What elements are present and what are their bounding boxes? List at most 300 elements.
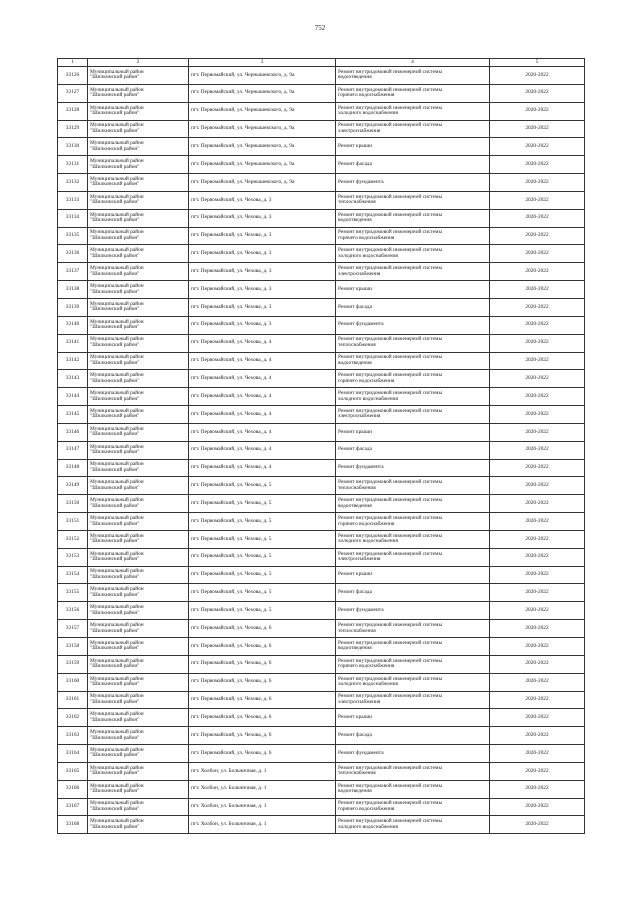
work-type-cell (336, 584, 490, 602)
municipality-cell (88, 334, 189, 352)
work-type-cell (336, 138, 490, 156)
municipality-cell (88, 84, 189, 102)
municipality-line: "Шилкинский район" (90, 92, 140, 99)
municipality-line: Муниципальный район (90, 425, 144, 432)
municipality-line: "Шилкинский район" (90, 235, 140, 242)
municipality-cell (88, 745, 189, 763)
work-type-cell (336, 727, 490, 745)
work-type-line: Ремонт фундамента (338, 178, 384, 185)
term-cell: 2020-2022 (490, 281, 585, 299)
municipality-cell (88, 245, 189, 263)
row-number: 33142 (58, 352, 88, 370)
work-type-cell (336, 709, 490, 727)
municipality-cell (88, 388, 189, 406)
municipality-line: Муниципальный район (90, 282, 144, 289)
work-type-line: Ремонт фасада (338, 731, 372, 738)
work-type-cell (336, 602, 490, 620)
term-cell: 2020-2022 (490, 530, 585, 548)
table-row (58, 84, 585, 102)
work-type-cell (336, 174, 490, 192)
work-type-line: электроснабжения (338, 413, 381, 420)
table-row (58, 370, 585, 388)
work-type-cell (336, 370, 490, 388)
address-cell: пгт. Первомайский, ул. Чернышевского, д. 9а (189, 102, 336, 120)
row-number: 33145 (58, 406, 88, 424)
municipality-line: Муниципальный район (90, 621, 144, 628)
work-type-line: Ремонт внутридомовой инженерной системы (338, 675, 443, 682)
work-type-cell (336, 495, 490, 513)
municipality-line: Муниципальный район (90, 336, 144, 343)
table-row (58, 245, 585, 263)
table-row (58, 548, 585, 566)
municipality-line: Муниципальный район (90, 729, 144, 736)
work-type-line: Ремонт внутридомовой инженерной системы (338, 86, 443, 93)
row-number: 33131 (58, 156, 88, 174)
work-type-line: Ремонт внутридомовой инженерной системы (338, 782, 443, 789)
table-row (58, 727, 585, 745)
municipality-line: "Шилкинский район" (90, 449, 140, 456)
row-number: 33150 (58, 495, 88, 513)
municipality-line: Муниципальный район (90, 479, 144, 486)
row-number: 33168 (58, 816, 88, 834)
term-cell: 2020-2022 (490, 423, 585, 441)
municipality-cell (88, 263, 189, 281)
municipality-line: "Шилкинский район" (90, 574, 140, 581)
municipality-line: "Шилкинский район" (90, 663, 140, 670)
row-number: 33160 (58, 673, 88, 691)
municipality-line: "Шилкинский район" (90, 681, 140, 688)
term-cell: 2020-2022 (490, 441, 585, 459)
term-cell: 2020-2022 (490, 334, 585, 352)
municipality-line: Муниципальный район (90, 746, 144, 753)
municipality-line: Муниципальный район (90, 497, 144, 504)
work-type-line: Ремонт внутридомовой инженерной системы (338, 621, 443, 628)
work-type-cell (336, 441, 490, 459)
work-type-line: Ремонт внутридомовой инженерной системы (338, 372, 443, 379)
term-cell: 2020-2022 (490, 548, 585, 566)
municipality-line: Муниципальный район (90, 443, 144, 450)
work-type-line: Ремонт крыши (338, 571, 372, 578)
municipality-cell (88, 691, 189, 709)
municipality-cell (88, 298, 189, 316)
municipality-line: "Шилкинский район" (90, 466, 140, 473)
table-row (58, 388, 585, 406)
address-cell: пгт. Первомайский, ул. Чехова, д. 6 (189, 745, 336, 763)
work-type-line: Ремонт внутридомовой инженерной системы (338, 336, 443, 343)
address-cell: пгт. Первомайский, ул. Чернышевского, д. 9а (189, 174, 336, 192)
municipality-line: "Шилкинский район" (90, 324, 140, 331)
work-type-cell (336, 762, 490, 780)
row-number: 33138 (58, 281, 88, 299)
address-cell: пгт. Первомайский, ул. Чернышевского, д. 9а (189, 84, 336, 102)
row-number: 33139 (58, 298, 88, 316)
address-cell: пгт. Первомайский, ул. Чехова, д. 4 (189, 370, 336, 388)
work-type-cell (336, 156, 490, 174)
municipality-line: Муниципальный район (90, 175, 144, 182)
work-type-line: Ремонт внутридомовой инженерной системы (338, 122, 443, 129)
address-cell: пгт. Первомайский, ул. Чехова, д. 3 (189, 245, 336, 263)
work-type-cell (336, 191, 490, 209)
municipality-cell (88, 477, 189, 495)
row-number: 33165 (58, 762, 88, 780)
address-cell: пгт. Первомайский, ул. Чехова, д. 6 (189, 673, 336, 691)
term-cell: 2020-2022 (490, 102, 585, 120)
work-type-line: холодного водоснабжения (338, 110, 398, 117)
municipality-line: "Шилкинский район" (90, 270, 140, 277)
work-type-line: теплоснабжения (338, 770, 376, 777)
address-cell: пгт. Первомайский, ул. Чехова, д. 5 (189, 477, 336, 495)
municipality-line: Муниципальный район (90, 568, 144, 575)
address-cell: пгт. Первомайский, ул. Чехова, д. 6 (189, 709, 336, 727)
municipality-cell (88, 655, 189, 673)
municipality-cell (88, 673, 189, 691)
work-type-line: водоотведения (338, 359, 372, 366)
municipality-line: Муниципальный район (90, 532, 144, 539)
table-row (58, 191, 585, 209)
row-number: 33128 (58, 102, 88, 120)
row-number: 33155 (58, 584, 88, 602)
work-type-line: Ремонт внутридомовой инженерной системы (338, 532, 443, 539)
term-cell: 2020-2022 (490, 513, 585, 531)
work-type-line: Ремонт внутридомовой инженерной системы (338, 800, 443, 807)
address-cell: пгт. Первомайский, ул. Чехова, д. 4 (189, 423, 336, 441)
work-type-line: Ремонт внутридомовой инженерной системы (338, 68, 443, 75)
address-cell: пгт. Первомайский, ул. Чехова, д. 3 (189, 281, 336, 299)
municipality-line: "Шилкинский район" (90, 609, 140, 616)
municipality-line: Муниципальный район (90, 639, 144, 646)
municipality-cell (88, 209, 189, 227)
municipality-line: "Шилкинский район" (90, 74, 140, 81)
address-cell: пгт. Первомайский, ул. Чехова, д. 6 (189, 620, 336, 638)
municipality-line: "Шилкинский район" (90, 413, 140, 420)
address-cell: пгт. Первомайский, ул. Чехова, д. 5 (189, 548, 336, 566)
work-type-cell (336, 67, 490, 85)
municipality-line: "Шилкинский район" (90, 110, 140, 117)
row-number: 33149 (58, 477, 88, 495)
municipality-line: "Шилкинский район" (90, 395, 140, 402)
municipality-line: "Шилкинский район" (90, 538, 140, 545)
work-type-line: Ремонт фундамента (338, 749, 384, 756)
row-number: 33137 (58, 263, 88, 281)
municipality-cell (88, 102, 189, 120)
work-type-cell (336, 780, 490, 798)
work-type-line: Ремонт внутридомовой инженерной системы (338, 193, 443, 200)
row-number: 33135 (58, 227, 88, 245)
municipality-line: Муниципальный район (90, 764, 144, 771)
table-row (58, 174, 585, 192)
column-header: 2 (88, 59, 189, 67)
work-type-line: горячего водоснабжения (338, 520, 395, 527)
row-number: 33164 (58, 745, 88, 763)
work-type-line: электроснабжения (338, 270, 381, 277)
work-type-cell (336, 209, 490, 227)
work-type-line: Ремонт фасада (338, 303, 372, 310)
work-type-line: Ремонт внутридомовой инженерной системы (338, 657, 443, 664)
municipality-line: "Шилкинский район" (90, 806, 140, 813)
work-type-line: Ремонт внутридомовой инженерной системы (338, 390, 443, 397)
row-number: 33136 (58, 245, 88, 263)
municipality-line: Муниципальный район (90, 211, 144, 218)
address-cell: пгт. Холбон, ул. Больничная, д. 1 (189, 762, 336, 780)
term-cell: 2020-2022 (490, 727, 585, 745)
table-row (58, 762, 585, 780)
work-type-cell (336, 477, 490, 495)
table-row (58, 566, 585, 584)
row-number: 33162 (58, 709, 88, 727)
address-cell: пгт. Первомайский, ул. Чернышевского, д. 9а (189, 67, 336, 85)
term-cell: 2020-2022 (490, 67, 585, 85)
address-cell: пгт. Первомайский, ул. Чехова, д. 4 (189, 334, 336, 352)
address-cell: пгт. Первомайский, ул. Чернышевского, д. 9а (189, 120, 336, 138)
column-header: 3 (189, 59, 336, 67)
work-type-line: холодного водоснабжения (338, 252, 398, 259)
page-number: 752 (314, 24, 326, 32)
municipality-cell (88, 459, 189, 477)
address-cell: пгт. Первомайский, ул. Чехова, д. 3 (189, 209, 336, 227)
address-cell: пгт. Первомайский, ул. Чехова, д. 4 (189, 406, 336, 424)
table-row (58, 281, 585, 299)
address-cell: пгт. Первомайский, ул. Чехова, д. 6 (189, 638, 336, 656)
work-type-line: водоотведения (338, 502, 372, 509)
municipality-line: Муниципальный район (90, 318, 144, 325)
row-number: 33143 (58, 370, 88, 388)
work-type-cell (336, 459, 490, 477)
municipality-line: "Шилкинский район" (90, 306, 140, 313)
municipality-cell (88, 281, 189, 299)
work-type-line: теплоснабжения (338, 342, 376, 349)
municipality-line: Муниципальный район (90, 300, 144, 307)
row-number: 33154 (58, 566, 88, 584)
municipality-cell (88, 352, 189, 370)
table-row (58, 298, 585, 316)
term-cell: 2020-2022 (490, 816, 585, 834)
address-cell: пгт. Первомайский, ул. Чехова, д. 5 (189, 602, 336, 620)
row-number: 33163 (58, 727, 88, 745)
work-type-cell (336, 745, 490, 763)
work-type-line: холодного водоснабжения (338, 538, 398, 545)
municipality-line: Муниципальный район (90, 675, 144, 682)
term-cell: 2020-2022 (490, 495, 585, 513)
address-cell: пгт. Первомайский, ул. Чехова, д. 5 (189, 530, 336, 548)
work-type-line: электроснабжения (338, 698, 381, 705)
municipality-line: "Шилкинский район" (90, 288, 140, 295)
address-cell: пгт. Холбон, ул. Больничная, д. 1 (189, 816, 336, 834)
term-cell: 2020-2022 (490, 477, 585, 495)
municipality-line: Муниципальный район (90, 657, 144, 664)
work-type-line: Ремонт внутридомовой инженерной системы (338, 514, 443, 521)
row-number: 33158 (58, 638, 88, 656)
table-row (58, 530, 585, 548)
address-cell: пгт. Первомайский, ул. Чернышевского, д. 9а (189, 156, 336, 174)
municipality-cell (88, 174, 189, 192)
municipality-line: Муниципальный район (90, 800, 144, 807)
municipality-line: Муниципальный район (90, 693, 144, 700)
table-row (58, 102, 585, 120)
municipality-line: "Шилкинский район" (90, 698, 140, 705)
work-type-line: Ремонт внутридомовой инженерной системы (338, 407, 443, 414)
table-row (58, 584, 585, 602)
work-type-line: Ремонт фасада (338, 446, 372, 453)
work-type-line: Ремонт крыши (338, 428, 372, 435)
term-cell: 2020-2022 (490, 120, 585, 138)
work-type-line: горячего водоснабжения (338, 663, 395, 670)
work-type-cell (336, 102, 490, 120)
table-row (58, 691, 585, 709)
address-cell: пгт. Первомайский, ул. Чехова, д. 3 (189, 316, 336, 334)
work-type-line: Ремонт крыши (338, 714, 372, 720)
term-cell: 2020-2022 (490, 709, 585, 727)
work-type-cell (336, 281, 490, 299)
term-cell: 2020-2022 (490, 673, 585, 691)
municipality-line: Муниципальный район (90, 229, 144, 236)
row-number: 33159 (58, 655, 88, 673)
municipality-cell (88, 798, 189, 816)
municipality-line: "Шилкинский район" (90, 752, 140, 759)
municipality-line: "Шилкинский район" (90, 217, 140, 224)
address-cell: пгт. Первомайский, ул. Чехова, д. 5 (189, 584, 336, 602)
municipality-line: "Шилкинский район" (90, 823, 140, 830)
work-type-line: Ремонт фундамента (338, 606, 384, 613)
work-type-line: Ремонт внутридомовой инженерной системы (338, 818, 443, 825)
municipality-cell (88, 156, 189, 174)
term-cell: 2020-2022 (490, 388, 585, 406)
term-cell: 2020-2022 (490, 227, 585, 245)
work-type-line: водоотведения (338, 645, 372, 652)
table-row (58, 638, 585, 656)
municipality-line: "Шилкинский район" (90, 359, 140, 366)
municipality-cell (88, 191, 189, 209)
work-type-line: горячего водоснабжения (338, 377, 395, 384)
column-header: 4 (336, 59, 490, 67)
work-type-line: Ремонт внутридомовой инженерной системы (338, 229, 443, 236)
municipality-cell (88, 709, 189, 727)
municipality-line: Муниципальный район (90, 390, 144, 397)
address-cell: пгт. Первомайский, ул. Чехова, д. 6 (189, 655, 336, 673)
address-cell: пгт. Первомайский, ул. Чехова, д. 5 (189, 566, 336, 584)
row-number: 33132 (58, 174, 88, 192)
municipality-cell (88, 67, 189, 85)
work-type-cell (336, 316, 490, 334)
term-cell: 2020-2022 (490, 191, 585, 209)
municipality-line: Муниципальный район (90, 86, 144, 93)
work-type-cell (336, 227, 490, 245)
municipality-cell (88, 227, 189, 245)
term-cell: 2020-2022 (490, 263, 585, 281)
row-number: 33141 (58, 334, 88, 352)
work-type-cell (336, 352, 490, 370)
table-row (58, 673, 585, 691)
row-number: 33130 (58, 138, 88, 156)
municipality-cell (88, 423, 189, 441)
work-type-line: Ремонт внутридомовой инженерной системы (338, 479, 443, 486)
municipality-line: Муниципальный район (90, 604, 144, 611)
municipality-line: "Шилкинский район" (90, 716, 140, 723)
work-type-cell (336, 120, 490, 138)
table-row (58, 406, 585, 424)
municipality-line: Муниципальный район (90, 104, 144, 111)
municipality-line: Муниципальный район (90, 372, 144, 379)
work-type-line: водоотведения (338, 217, 372, 224)
address-cell: пгт. Первомайский, ул. Чехова, д. 6 (189, 691, 336, 709)
municipality-line: "Шилкинский район" (90, 556, 140, 563)
municipality-line: Муниципальный район (90, 514, 144, 521)
row-number: 33166 (58, 780, 88, 798)
work-type-line: Ремонт внутридомовой инженерной системы (338, 497, 443, 504)
table-row (58, 602, 585, 620)
municipality-cell (88, 620, 189, 638)
municipality-cell (88, 584, 189, 602)
term-cell: 2020-2022 (490, 138, 585, 156)
row-number: 33134 (58, 209, 88, 227)
work-type-cell (336, 334, 490, 352)
municipality-line: Муниципальный район (90, 158, 144, 165)
municipality-cell (88, 638, 189, 656)
table-row (58, 156, 585, 174)
term-cell: 2020-2022 (490, 298, 585, 316)
term-cell: 2020-2022 (490, 638, 585, 656)
address-cell: пгт. Первомайский, ул. Чехова, д. 3 (189, 298, 336, 316)
row-number: 33156 (58, 602, 88, 620)
municipality-cell (88, 495, 189, 513)
works-table (57, 58, 585, 834)
work-type-cell (336, 388, 490, 406)
municipality-cell (88, 406, 189, 424)
term-cell: 2020-2022 (490, 745, 585, 763)
term-cell: 2020-2022 (490, 798, 585, 816)
column-header: 5 (490, 59, 585, 67)
work-type-line: Ремонт внутридомовой инженерной системы (338, 265, 443, 272)
term-cell: 2020-2022 (490, 584, 585, 602)
municipality-cell (88, 566, 189, 584)
work-type-line: Ремонт внутридомовой инженерной системы (338, 247, 443, 254)
work-type-line: Ремонт внутридомовой инженерной системы (338, 764, 443, 771)
municipality-cell (88, 727, 189, 745)
work-type-line: Ремонт крыши (338, 285, 372, 292)
work-type-cell (336, 655, 490, 673)
work-type-line: горячего водоснабжения (338, 806, 395, 813)
municipality-line: "Шилкинский район" (90, 127, 140, 134)
row-number: 33144 (58, 388, 88, 406)
table-row (58, 745, 585, 763)
municipality-cell (88, 370, 189, 388)
table-row (58, 352, 585, 370)
work-type-line: теплоснабжения (338, 484, 376, 491)
municipality-cell (88, 816, 189, 834)
row-number: 33161 (58, 691, 88, 709)
work-type-line: Ремонт крыши (338, 143, 372, 149)
work-type-line: горячего водоснабжения (338, 235, 395, 242)
municipality-cell (88, 530, 189, 548)
municipality-line: Муниципальный район (90, 782, 144, 789)
row-number: 33148 (58, 459, 88, 477)
work-type-line: холодного водоснабжения (338, 823, 398, 830)
table-row (58, 620, 585, 638)
work-type-line: горячего водоснабжения (338, 92, 395, 99)
municipality-cell (88, 441, 189, 459)
work-type-line: Ремонт фундамента (338, 321, 384, 328)
municipality-line: "Шилкинский район" (90, 627, 140, 634)
address-cell: пгт. Первомайский, ул. Чернышевского, д. 9а (189, 138, 336, 156)
work-type-cell (336, 548, 490, 566)
row-number: 33153 (58, 548, 88, 566)
work-type-line: водоотведения (338, 74, 372, 81)
row-number: 33147 (58, 441, 88, 459)
municipality-line: "Шилкинский район" (90, 591, 140, 598)
address-cell: пгт. Первомайский, ул. Чехова, д. 5 (189, 513, 336, 531)
row-number: 33157 (58, 620, 88, 638)
table-row (58, 780, 585, 798)
municipality-line: Муниципальный район (90, 193, 144, 200)
